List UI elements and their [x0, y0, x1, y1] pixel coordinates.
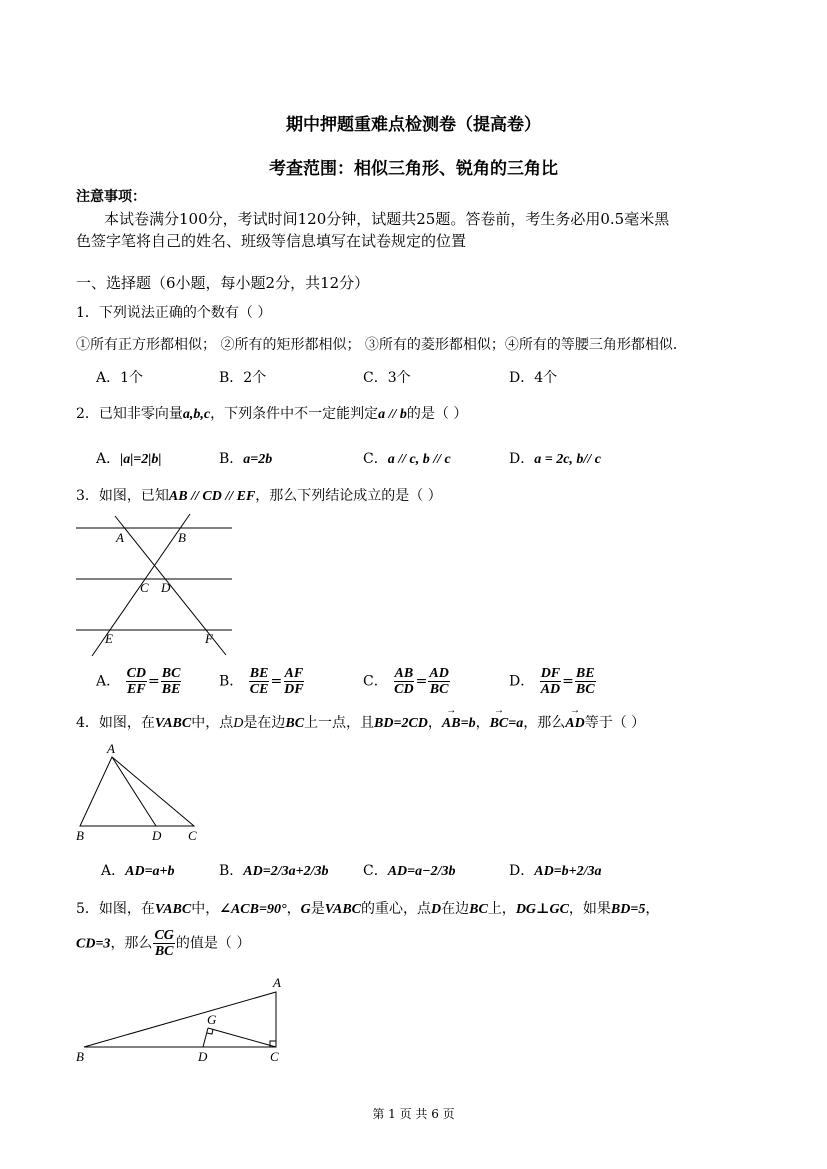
q3-option-d[interactable]: D． $\frac{DF}{AD}$ = $\frac{BE}{BC}$	[509, 666, 595, 697]
q4-t3: 上一点，且	[304, 715, 375, 731]
q4-eq1: BD=2CD	[374, 716, 428, 731]
q3-option-a[interactable]: A． $\frac{CD}{EF}$ = $\frac{BC}{BE}$	[96, 666, 181, 697]
label-b: B	[76, 1049, 84, 1064]
q1-stem: 1．下列说法正确的个数有（ ）	[76, 305, 272, 321]
q2-stem	[76, 403, 467, 423]
q4-stem	[76, 712, 645, 732]
q2-option-a[interactable]	[96, 448, 161, 468]
section-heading: 一、选择题（6小题，每小题2分，共12分）	[76, 274, 370, 292]
q2-opt-a-expr: |a|=2|b|	[120, 452, 162, 467]
q3-a-frac-2: $\frac{BC}{BE}$	[161, 666, 181, 697]
q4-tri: VABC	[154, 716, 192, 731]
q5-t4: 的重心，点	[361, 901, 431, 917]
q2-option-b[interactable]	[219, 448, 272, 468]
q1-statements: ①所有正方形都相似； ②所有的矩形都相似； ③所有的菱形都相似；④所有的等腰三角形都相似．	[76, 337, 687, 353]
page-subtitle: 考查范围：相似三角形、锐角的三角比	[269, 159, 558, 179]
q4-opt-c-expr: AD=a−2/3b	[387, 864, 456, 879]
q4-option-d[interactable]	[509, 860, 602, 880]
q4-ab-vec: → AB	[442, 716, 461, 732]
q5-tri2: VABC	[324, 902, 361, 917]
q5-figure	[70, 972, 290, 1072]
q2-option-d[interactable]	[509, 448, 601, 468]
q2-prefix: 2．已知非零向量	[76, 406, 183, 422]
q1-option-b[interactable]: B．2个	[219, 370, 267, 386]
q4-t1: 中，点	[191, 715, 234, 731]
q3-label-c: C．	[363, 673, 388, 690]
q4-figure	[72, 740, 212, 846]
q3-b-frac-2: $\frac{AF}{DF}$	[284, 666, 304, 697]
q2-option-c[interactable]	[363, 448, 451, 468]
q4-bc: BC	[285, 716, 305, 731]
q4-eqa: =a	[508, 716, 524, 731]
q4-option-c[interactable]	[363, 860, 456, 880]
q5-bc: BC	[469, 902, 488, 917]
q4-t4: ，那么	[523, 715, 566, 731]
label-c: C	[188, 828, 197, 843]
q5-t10: 的值是（ ）	[175, 935, 251, 952]
q4-sep1: ，	[427, 715, 442, 731]
page-footer: 第 1 页 共 6 页	[372, 1107, 455, 1121]
q3-c-frac-1: $\frac{AB}{CD}$	[394, 666, 414, 697]
notice-line-1: 本试卷满分100分，考试时间120分钟，试题共25题。答卷前，考生务必用0.5毫米黑	[104, 210, 670, 228]
segment-gc	[208, 1028, 276, 1047]
q4-option-b[interactable]	[219, 860, 328, 880]
q5-t1: 中，	[191, 901, 220, 917]
q4-eqb: =b	[460, 716, 476, 731]
q5-prefix: 5．如图，在	[76, 901, 155, 917]
label-b: B	[76, 828, 84, 843]
q1-option-d[interactable]: D．4个	[509, 370, 558, 386]
q3-option-c[interactable]: C． $\frac{AB}{CD}$ = $\frac{AD}{BC}$	[363, 666, 449, 697]
q5-t3: 是	[310, 901, 325, 917]
q3-label-b: B．	[219, 673, 244, 690]
q5-bd: BD=5	[610, 902, 646, 917]
segment-ad	[112, 757, 156, 826]
q5-angle: ∠ACB=90°	[219, 902, 287, 917]
triangle-abc	[80, 757, 194, 826]
q2-vectors: a,b,c	[182, 407, 211, 422]
q3-a-frac-1: $\frac{CD}{EF}$	[126, 666, 147, 697]
q3-c-frac-2: $\frac{AD}{BC}$	[429, 666, 449, 697]
q2-label-a: A．	[96, 451, 121, 467]
segment-dg	[203, 1028, 208, 1047]
page-title: 期中押题重难点检测卷（提高卷）	[286, 115, 541, 135]
label-c: C	[140, 580, 149, 595]
q5-t2: ，	[286, 901, 301, 917]
q4-label-d: D．	[509, 863, 535, 879]
q2-middle: ，下列条件中不一定能判定	[210, 406, 379, 422]
q4-t5: 等于（ ）	[584, 715, 646, 731]
q5-stem-line1	[76, 898, 659, 918]
q3-stem	[76, 485, 442, 505]
q5-t8: ，	[645, 901, 660, 917]
label-f: F	[205, 631, 213, 646]
q1-option-a[interactable]: A．1个	[96, 370, 144, 386]
q4-bc-vec: → BC	[490, 716, 509, 732]
q4-d: D	[233, 716, 244, 731]
label-e: E	[105, 631, 113, 646]
q2-opt-b-expr: a=2b	[243, 452, 273, 467]
q4-opt-b-expr: AD=2/3a+2/3b	[243, 864, 329, 879]
q2-opt-d-expr: a = 2c, b// c	[534, 452, 601, 467]
q2-suffix: 的是（ ）	[406, 406, 468, 422]
q3-label-d: D．	[509, 673, 535, 690]
label-d: D	[198, 1049, 208, 1064]
q4-sep2: ，	[475, 715, 490, 731]
label-a: A	[107, 741, 115, 756]
q4-t2: 是在边	[243, 715, 286, 731]
q4-label-b: B．	[219, 863, 244, 879]
q2-label-b: B．	[219, 451, 244, 467]
q4-label-a: A．	[101, 863, 126, 879]
q3-prefix: 3．如图，已知	[76, 488, 169, 504]
label-g: G	[207, 1012, 217, 1027]
notice-label: 注意事项：	[76, 189, 146, 205]
q5-stem-line2	[76, 928, 250, 959]
q5-t7: ，如果	[568, 901, 611, 917]
q4-prefix: 4．如图，在	[76, 715, 155, 731]
q5-g: G	[300, 902, 311, 917]
q3-cond: AB // CD // EF	[168, 489, 256, 504]
label-a: A	[116, 530, 124, 545]
label-d: D	[152, 828, 162, 843]
q5-cd: CD=3	[76, 936, 111, 952]
label-d: D	[161, 580, 171, 595]
q3-suffix: ，那么下列结论成立的是（ ）	[255, 488, 442, 504]
q3-figure	[70, 510, 240, 660]
q3-option-b[interactable]: B． $\frac{BE}{CE}$ = $\frac{AF}{DF}$	[219, 666, 304, 697]
label-c: C	[270, 1049, 279, 1064]
label-a: A	[273, 975, 281, 990]
q4-label-c: C．	[363, 863, 388, 879]
q5-d: D	[431, 902, 442, 917]
q4-opt-d-expr: AD=b+2/3a	[534, 864, 602, 879]
q3-d-frac-2: $\frac{BE}{BC}$	[575, 666, 595, 697]
label-b: B	[178, 530, 186, 545]
q5-tri: VABC	[154, 902, 192, 917]
q5-t6: 上，	[487, 901, 516, 917]
q3-label-a: A．	[96, 673, 121, 690]
q3-b-frac-1: $\frac{BE}{CE}$	[249, 666, 269, 697]
q2-cond: a // b	[378, 407, 407, 422]
q2-label-c: C．	[363, 451, 388, 467]
q4-opt-a-expr: AD=a+b	[125, 864, 175, 879]
q1-option-c[interactable]: C．3个	[363, 370, 411, 386]
notice-line-2: 色签字笔将自己的姓名、班级等信息填写在试卷规定的位置	[76, 232, 467, 250]
q4-ad-vec: → AD	[565, 716, 584, 732]
q5-t9: ，那么	[110, 935, 153, 952]
q2-opt-c-expr: a // c, b // c	[387, 452, 451, 467]
q4-option-a[interactable]	[101, 860, 175, 880]
q2-label-d: D．	[509, 451, 535, 467]
q5-t5: 在边	[441, 901, 470, 917]
q5-perp: DG⊥GC	[515, 902, 569, 917]
q5-frac: $\frac{CG}{BC}$	[154, 928, 174, 959]
q3-d-frac-1: $\frac{DF}{AD}$	[540, 666, 561, 697]
